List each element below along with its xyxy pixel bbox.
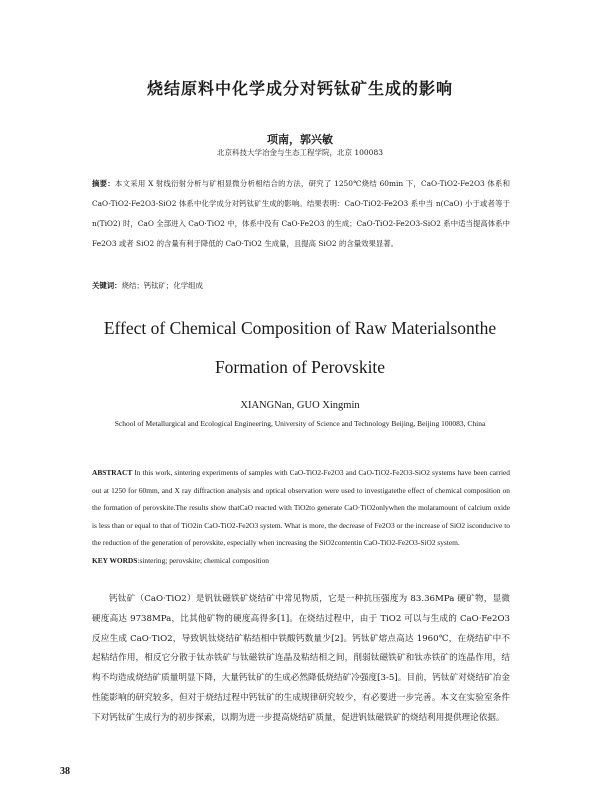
chinese-keywords [92,280,203,291]
english-affiliation: School of Metallurgical and Ecological Engineering, University of Science and Technology Beijing, Beijing 100083, China [114,419,486,428]
chinese-title: 烧结原料中化学成分对钙钛矿生成的影响 [146,79,453,98]
english-title-line1: Effect of Chemical Composition of Raw Materialsonthe [103,318,497,338]
english-abstract-label: ABSTRACT [92,468,133,477]
english-keywords [92,556,269,565]
chinese-abstract-text: 本文采用 X 射线衍射分析与矿相显微分析相结合的方法，研究了 1250℃烧结 60min 下，CaO-TiO2-Fe2O3 体系和 CaO-TiO2-Fe2O3-SiO2 体系中化学成分对钙钛矿生成的影响。结果表明：CaO-TiO2-Fe2O3 系中当 n(CaO) 小于或者等于 n(TiO2) 时，CaO 全部进入 CaO·TiO2 中，体系中没有 CaO·Fe2O3 的生成；CaO-TiO2-Fe2O3-SiO2 系中适当提高体系中 Fe2O3 或者 SiO2 的含量有利于降低的 CaO·TiO2 生成量，且提高 SiO2 的含量效果显著。 [92,179,510,248]
english-keywords-label: KEY WORDS [92,556,138,565]
chinese-keywords-text: 烧结；钙钛矿；化学组成 [121,281,203,290]
chinese-keywords-label: 关键词： [92,281,122,290]
body-paragraph: 钙钛矿（CaO·TiO2）是钒钛磁铁矿烧结矿中常见物质，它是一种抗压强度为 83.36MPa 硬矿物，显微硬度高达 9738MPa，比其他矿物的硬度高得多[1]。在烧结过程中，由于 TiO2 可以与生成的 CaO·Fe2O3 反应生成 CaO·TiO2，导致钒钛烧结矿粘结相中铁酸钙数量少[2]。钙钛矿熔点高达 1960℃，在烧结矿中不起粘结作用，相反它分散于钛赤铁矿与钛磁铁矿连晶及粘结相之间，削弱钛磁铁矿和钛赤铁矿的连晶作用，结构不均造成烧结矿质量明显下降，大量钙钛矿的生成必然降低烧结矿冷强度[3-5]。目前，钙钛矿对烧结矿冶金性能影响的研究较多，但对于烧结过程中钙钛矿的生成规律研究较少，有必要进一步完善。本文在实验室条件下对钙钛矿生成行为的初步探索，以期为进一步提高烧结矿质量，促进钒钛磁铁矿的烧结利用提供理论依据。 [92,594,510,723]
page-number: 38 [60,766,70,777]
chinese-affiliation: 北京科技大学冶金与生态工程学院，北京 100083 [216,148,383,157]
chinese-authors: 项南，郭兴敏 [267,133,333,146]
english-abstract [92,464,510,552]
english-authors: XIANGNan, GUO Xingmin [240,400,360,411]
english-keywords-text: :sintering; perovskite; chemical composition [137,556,269,565]
chinese-abstract [92,174,510,254]
chinese-abstract-label: 摘要： [92,179,115,188]
english-abstract-text: In this work, sintering experiments of samples with CaO-TiO2-Fe2O3 and CaO-TiO2-Fe2O3-SiO2 systems have been carried out at 1250 for 60mm, and X ray diffraction analysis and optical observation were used to investigatethe effect of chemical composition on the formation of perovskite.The results show thatCaO reacted with TiO2to generate CaO·TiO2onlywhen the molaramount of calcium oxide is less than or equal to that of TiO2in CaO-TiO2-Fe2O3 system. What is more, the decrease of Fe2O3 or the increase of SiO2 isconducive to the reduction of the generation of perovskite, especially when increasing the SiO2contentin CaO-TiO2-Fe2O3-SiO2 system. [92,468,510,547]
english-title-line2: Formation of Perovskite [214,357,386,377]
